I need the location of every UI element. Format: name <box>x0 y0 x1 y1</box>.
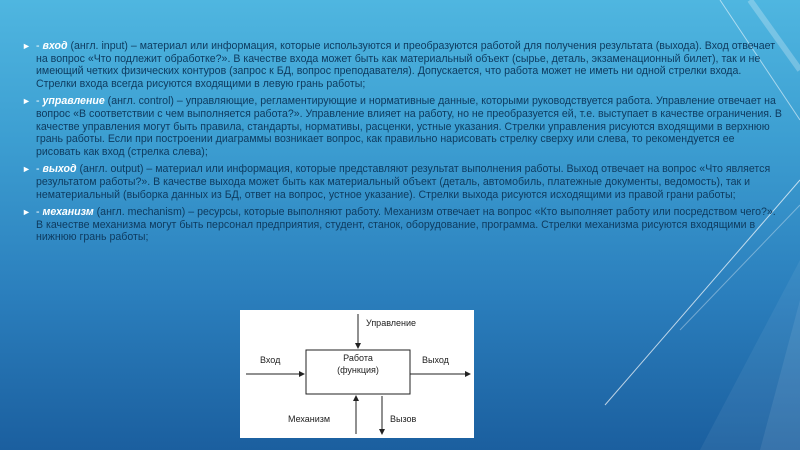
dash: - <box>36 95 43 108</box>
function-box-title <box>306 352 410 376</box>
term-output: выход <box>42 163 77 176</box>
definition-text: (англ. output) – материал или информация, которые представляют результат выполнения работы. Выход отвечает на вопрос «Что является результатом работы?». В качестве выхода может быть как материальный объект (деталь, автомобиль, платежные документы, ведомость), так и нематериальный (выборка данных из БД, ответ на вопрос, устное указание). Стрелки выхода рисуются исходящими из правой грани работы; <box>36 163 771 201</box>
arrow-bullet-icon: ► <box>22 207 31 218</box>
dash: - <box>36 206 43 219</box>
dash: - <box>36 40 43 52</box>
definition-text: (англ. control) – управляющие, регламентирующие и нормативные данные, которыми руководствуется работа. Управление отвечает на вопрос «В соответствии с чем выполняется работа?». Управление влияет на работу, но не преобразуется ей, т.е. выступает в качестве ограничения. В качестве управления могут быть правила, стандарты, нормативы, расценки, устные указания. Стрелки управления рисуются входящими в верхнюю грань работы. Если при построении диаграммы возникает вопрос, как правильно нарисовать стрелку сверху или слева, то рекомендуется ее рисовать как вход (стрелка слева); <box>36 95 782 158</box>
function-box-line2: (функция) <box>337 365 379 375</box>
call-label: Вызов <box>390 414 417 424</box>
control-label: Управление <box>366 318 417 328</box>
definitions-list <box>22 40 782 249</box>
list-item-input <box>22 40 782 90</box>
term-mechanism: механизм <box>42 206 94 219</box>
list-item-control <box>22 95 782 158</box>
list-item-output <box>22 163 782 201</box>
term-input: вход <box>42 40 68 52</box>
function-box-line1: Работа <box>343 353 373 363</box>
dash: - <box>36 163 43 176</box>
list-item-mechanism <box>22 206 782 244</box>
mechanism-label: Механизм <box>288 414 331 424</box>
definition-text: (англ. mechanism) – ресурсы, которые выполняют работу. Механизм отвечает на вопрос «Кто выполняет работу или посредством чего?». В качестве механизма могут быть персонал предприятия, студент, станок, оборудование, программа. Стрелки механизма рисуются входящими в нижнюю грань работы; <box>36 206 776 244</box>
idef0-diagram <box>240 310 474 438</box>
arrow-bullet-icon: ► <box>22 164 31 175</box>
arrow-bullet-icon: ► <box>22 96 31 107</box>
definition-text: (англ. input) – материал или информация, которые используются и преобразуются работой для получения результата (выхода). Вход отвечает на вопрос «Что подлежит обработке?». В качестве входа может быть как материальный объект (сырье, деталь, экзаменационный билет), так и не имеющий четких физических контуров (запрос к БД, вопрос преподавателя). Допускается, что работа может не иметь ни одной стрелки входа. Стрелки входа всегда рисуются входящими в левую грань работы; <box>36 40 776 90</box>
arrow-bullet-icon: ► <box>22 41 31 51</box>
output-label: Выход <box>422 355 449 365</box>
term-control: управление <box>42 95 105 108</box>
input-label: Вход <box>260 355 281 365</box>
